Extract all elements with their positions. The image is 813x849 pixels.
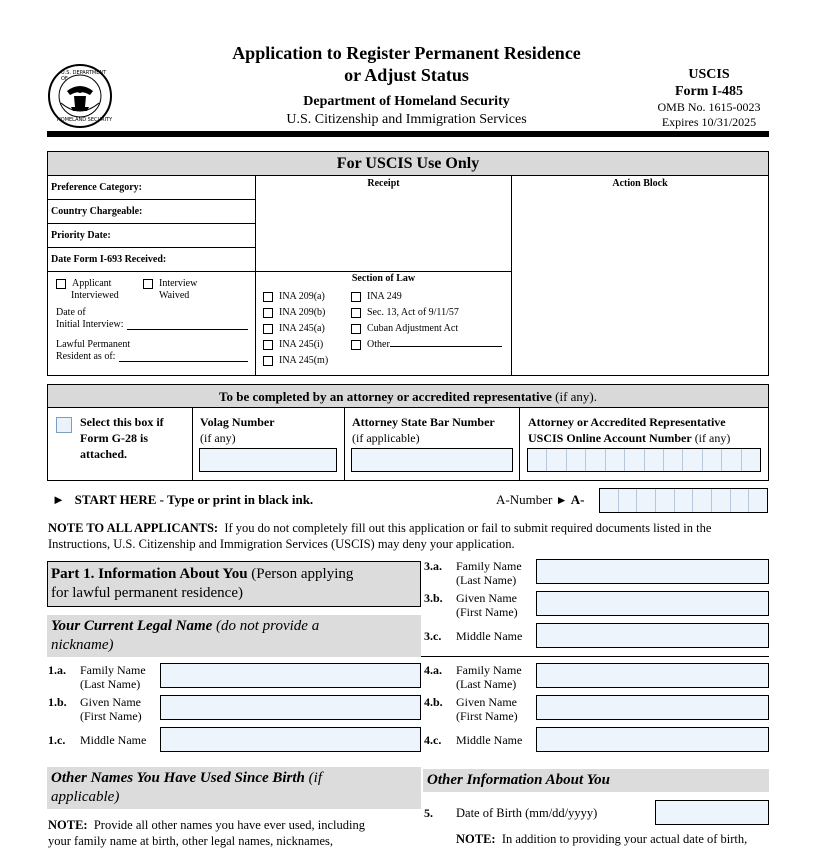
start-here: ► START HERE - Type or print in black ink.	[52, 492, 314, 507]
field-1a-label: 1.a.	[48, 663, 66, 677]
other-middle-name-input[interactable]	[536, 623, 769, 648]
country-chargeable-label: Country Chargeable:	[51, 206, 143, 217]
expiration-date: Expires 10/31/2025	[661, 115, 757, 129]
note-to-applicants: NOTE TO ALL APPLICANTS: If you do not completely fill out this application or fail to submit required documents listed in the Instructions, U.S. Citizenship and Immigration Services (USCIS) may deny your application.	[48, 521, 712, 551]
field-4b-num: 4.b.	[424, 695, 443, 709]
dob-input[interactable]	[655, 800, 769, 825]
section-of-law-col1[interactable]: INA 209(a) INA 209(b) INA 245(a) INA 245(i) INA 245(m)	[263, 289, 328, 369]
other2-family-name-label: Family Name (Last Name)	[456, 663, 522, 691]
form-title-line2: or Adjust Status	[344, 65, 469, 85]
agency-short: USCIS	[688, 67, 730, 82]
volag-number-input[interactable]	[199, 448, 337, 472]
preference-category-label: Preference Category:	[51, 182, 142, 193]
part1-header: Part 1. Information About You (Person applying for lawful permanent residence)	[47, 561, 421, 607]
family-name-label: Family Name (Last Name)	[80, 663, 146, 691]
a-number-label: A-Number ► A-	[496, 492, 585, 507]
other-middle-name-label: Middle Name	[456, 629, 523, 643]
other-info-section: Other Information About You	[423, 769, 769, 792]
other2-given-name-label: Given Name (First Name)	[456, 695, 518, 723]
other2-middle-name-input[interactable]	[536, 727, 769, 752]
other-family-name-label: Family Name (Last Name)	[456, 559, 522, 587]
field-5-num: 5.	[424, 806, 433, 820]
other-given-name-input[interactable]	[536, 591, 769, 616]
arrow-right-icon: ►	[52, 492, 65, 507]
field-3b-num: 3.b.	[424, 591, 443, 605]
interview-waived-checkbox[interactable]: Interview Waived	[143, 278, 197, 302]
form-id-block	[649, 66, 769, 130]
section-of-law-title: Section of Law	[351, 273, 416, 284]
uscis-use-only-title: For USCIS Use Only	[47, 151, 769, 176]
middle-name-input[interactable]	[160, 727, 421, 752]
receipt-label: Receipt	[367, 178, 400, 189]
field-4a-num: 4.a.	[424, 663, 442, 677]
attorney-box-title: To be completed by an attorney or accredited representative (if any).	[47, 384, 769, 408]
header-divider	[47, 131, 769, 137]
given-name-label: Given Name (First Name)	[80, 695, 142, 723]
field-3a-num: 3.a.	[424, 559, 442, 573]
other2-middle-name-label: Middle Name	[456, 733, 523, 747]
bar-number-label: Attorney State Bar Number (if applicable)	[352, 415, 495, 445]
lawful-pr-date: Lawful Permanent Resident as of:	[56, 339, 131, 362]
initial-interview-date: Date of Initial Interview:	[56, 307, 124, 330]
online-account-label: Attorney or Accredited Representative USCIS Online Account Number (if any)	[528, 415, 731, 445]
section-of-law-col2[interactable]: INA 249 Sec. 13, Act of 9/11/57 Cuban Adjustment Act Other	[351, 289, 502, 353]
g28-label: Select this box if Form G-28 is attached.	[80, 415, 164, 461]
action-block-label: Action Block	[612, 178, 668, 189]
other-names-section: Other Names You Have Used Since Birth (if applicable)	[47, 767, 421, 809]
field-1b-label: 1.b.	[48, 695, 67, 709]
field-4c-num: 4.c.	[424, 733, 442, 747]
field-1c-label: 1.c.	[48, 733, 66, 747]
family-name-input[interactable]	[160, 663, 421, 688]
dept-name: Department of Homeland Security	[303, 94, 510, 109]
volag-label: Volag Number (if any)	[200, 415, 275, 445]
middle-name-label: Middle Name	[80, 733, 147, 747]
applicant-interviewed-checkbox[interactable]: Applicant Interviewed	[56, 278, 119, 302]
other-family-name-input[interactable]	[536, 559, 769, 584]
agency-name: U.S. Citizenship and Immigration Services	[286, 112, 527, 127]
dob-label: Date of Birth (mm/dd/yyyy)	[456, 806, 598, 820]
seal-text-top: U.S. DEPARTMENT OF	[61, 70, 107, 82]
bar-number-input[interactable]	[351, 448, 513, 472]
other2-family-name-input[interactable]	[536, 663, 769, 688]
legal-name-section: Your Current Legal Name (do not provide a nickname)	[47, 615, 421, 657]
form-title-line1: Application to Register Permanent Residence	[232, 43, 581, 63]
arrow-right-icon: ►	[555, 493, 568, 507]
omb-number: OMB No. 1615-0023	[657, 100, 761, 114]
given-name-input[interactable]	[160, 695, 421, 720]
a-number-input[interactable]	[599, 488, 768, 513]
seal-text-bottom: HOMELAND SECURITY	[57, 117, 113, 123]
i693-date-label: Date Form I-693 Received:	[51, 254, 167, 265]
priority-date-label: Priority Date:	[51, 230, 111, 241]
online-account-input[interactable]	[527, 448, 761, 472]
other2-given-name-input[interactable]	[536, 695, 769, 720]
dob-note: NOTE: In addition to providing your actual date of birth,	[456, 832, 748, 846]
field-3c-num: 3.c.	[424, 629, 442, 643]
other-names-note: NOTE: Provide all other names you have ever used, including your family name at birth, other legal names, nicknames,	[48, 818, 365, 848]
g28-checkbox[interactable]	[56, 417, 72, 433]
other-given-name-label: Given Name (First Name)	[456, 591, 518, 619]
form-number: Form I-485	[674, 84, 744, 99]
